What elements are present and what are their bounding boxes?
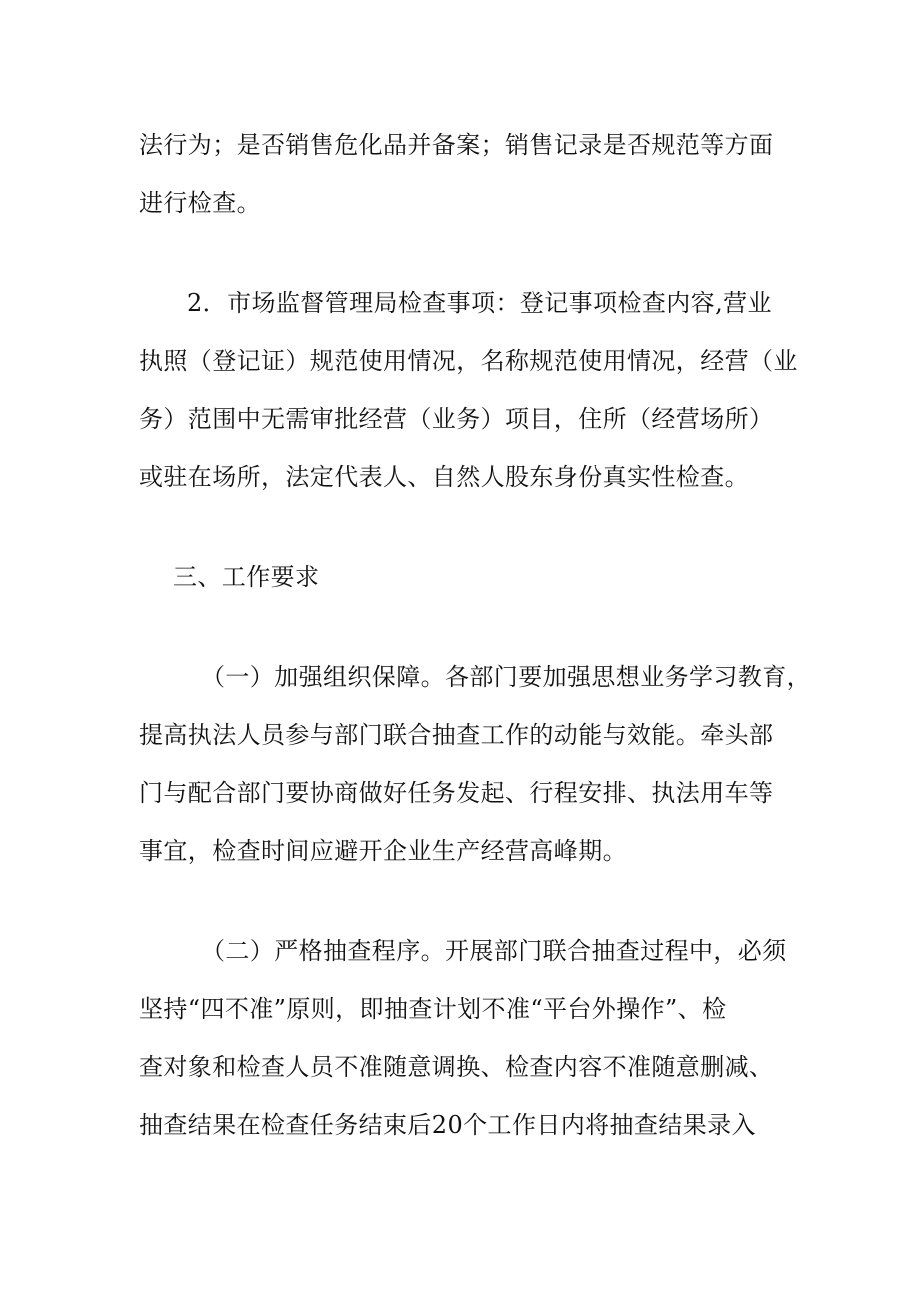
- text-line: 事宜，检查时间应避开企业生产经营高峰期。: [139, 837, 627, 865]
- text-line: 务）范围中无需审批经营（业务）项目，住所（经营场所）: [139, 405, 774, 433]
- text-line: 或驻在场所，法定代表人、自然人股东身份真实性检查。: [139, 463, 749, 491]
- text-line: 2．市场监督管理局检查事项：登记事项检查内容,营业: [187, 289, 772, 317]
- text-line: 法行为；是否销售危化品并备案；销售记录是否规范等方面: [139, 131, 774, 159]
- paragraph-gap: [139, 506, 785, 548]
- text-line: 提高执法人员参与部门联合抽查工作的动能与效能。牵头部: [139, 721, 774, 749]
- text-line: 坚持“四不准”原则，即抽查计划不准“平台外操作”、检: [139, 995, 727, 1023]
- text-line: 查对象和检查人员不准随意调换、检查内容不准随意删减、: [139, 1053, 774, 1081]
- section-heading-work-requirements: [139, 548, 785, 606]
- paragraph-market-supervision-items: [139, 274, 798, 506]
- text-line: 抽查结果在检查任务结束后20个工作日内将抽查结果录入: [139, 1111, 756, 1139]
- text-line: （一）加强组织保障。各部门要加强思想业务学习教育，: [201, 663, 811, 691]
- heading-text: 三、工作要求: [173, 563, 320, 591]
- text-line: 执照（登记证）规范使用情况，名称规范使用情况，经营（业: [139, 347, 798, 375]
- paragraph-organization-support: [139, 648, 811, 880]
- text-line: 进行检查。: [139, 189, 261, 217]
- document-body: [139, 116, 811, 1154]
- paragraph-inspection-continuation: [139, 116, 785, 232]
- paragraph-gap: [139, 606, 785, 648]
- paragraph-gap: [139, 880, 785, 922]
- text-line: （二）严格抽查程序。开展部门联合抽查过程中，必须: [201, 937, 787, 965]
- text-line: 门与配合部门要协商做好任务发起、行程安排、执法用车等: [139, 779, 774, 807]
- paragraph-inspection-procedure: [139, 922, 785, 1154]
- paragraph-gap: [139, 232, 785, 274]
